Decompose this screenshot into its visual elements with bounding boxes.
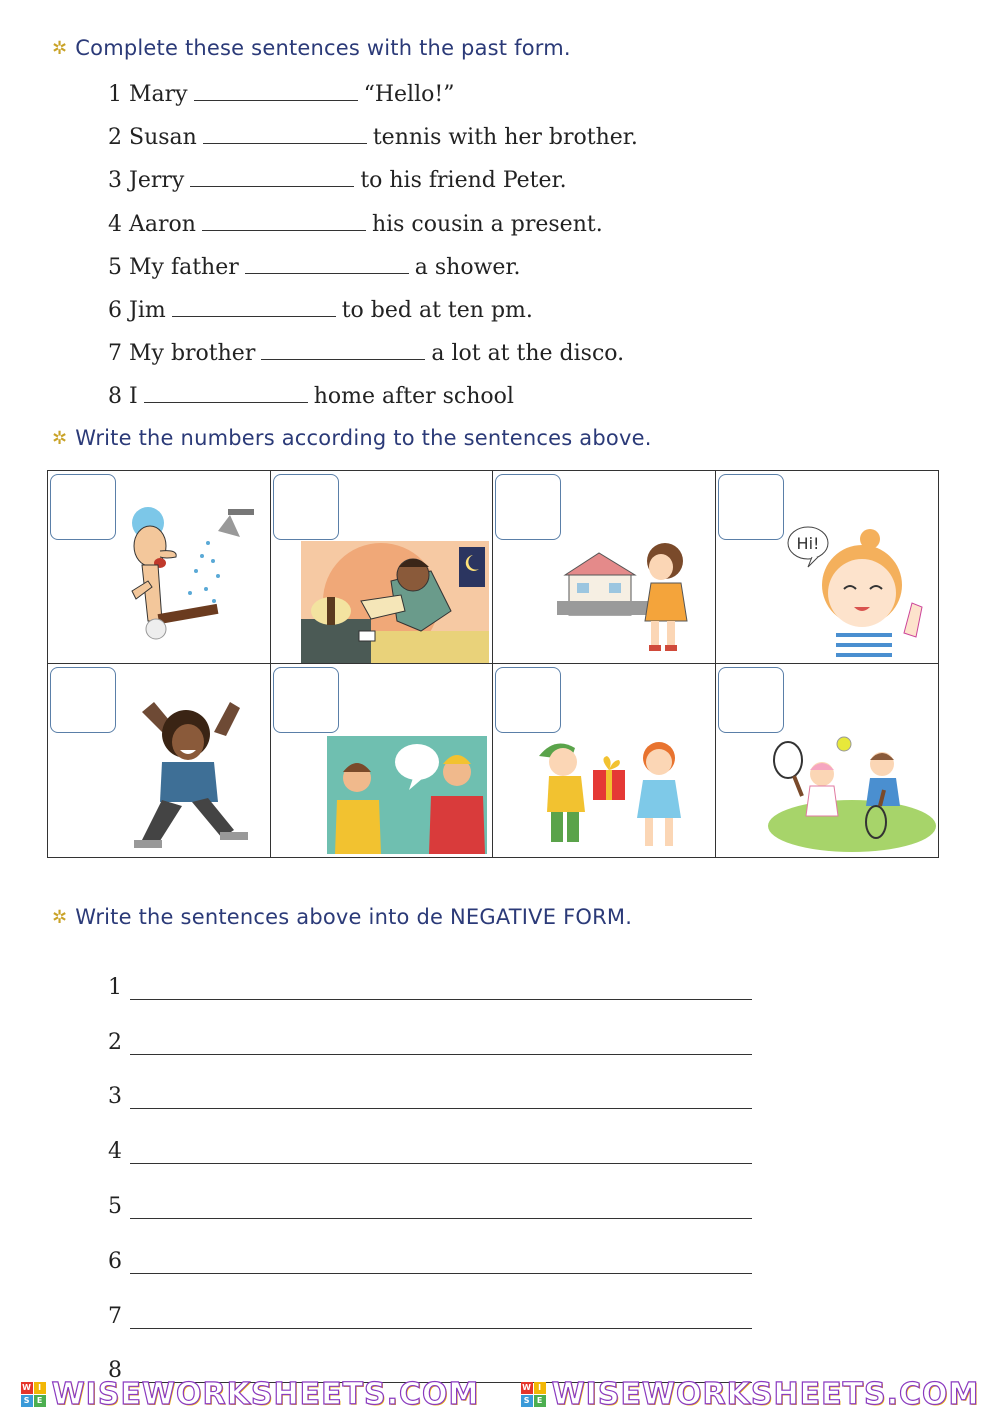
number-answer-box[interactable] — [50, 667, 116, 733]
sentence-subject: Mary — [129, 82, 188, 107]
sentence-8 — [108, 380, 638, 423]
negative-line-7 — [108, 1274, 752, 1329]
negative-line-5 — [108, 1164, 752, 1219]
writing-line[interactable] — [130, 1192, 752, 1219]
speech-bubble-text: Hi! — [796, 534, 819, 553]
answer-blank[interactable] — [203, 121, 367, 144]
girl-saying-hi-icon — [786, 523, 936, 664]
sentence-subject: Jim — [129, 297, 166, 323]
writing-line[interactable] — [130, 1028, 752, 1055]
section3-heading — [52, 905, 632, 929]
sentence-rest: a lot at the disco. — [431, 341, 625, 367]
number-answer-box[interactable] — [50, 474, 116, 540]
picture-cell — [48, 664, 271, 857]
sentence-number: 2 — [108, 125, 122, 151]
sentence-number: 3 — [108, 168, 122, 194]
answer-blank[interactable] — [144, 380, 308, 403]
number-answer-box[interactable] — [273, 474, 339, 540]
sentence-rest: a shower. — [414, 254, 521, 280]
man-showering-icon — [118, 501, 268, 661]
sentence-2 — [108, 121, 638, 164]
number-answer-box[interactable] — [495, 667, 561, 733]
section1-heading — [52, 36, 571, 60]
sentence-subject: Susan — [129, 125, 197, 151]
sentence-1 — [108, 78, 638, 121]
men-talking-icon — [327, 736, 487, 854]
line-number: 7 — [108, 1303, 122, 1329]
section1-heading-text: Complete these sentences with the past form. — [75, 36, 571, 60]
section3-heading-text: Write the sentences above into de NEGATIVE FORM. — [75, 905, 633, 929]
negative-line-4 — [108, 1109, 752, 1164]
sentence-list — [108, 78, 638, 424]
number-answer-box[interactable] — [495, 474, 561, 540]
negative-line-1 — [108, 945, 752, 1000]
sentence-subject: I — [129, 384, 138, 410]
picture-cell — [493, 664, 716, 857]
sentence-6 — [108, 294, 638, 337]
negative-line-2 — [108, 1000, 752, 1055]
line-number: 2 — [108, 1029, 122, 1055]
brand-logo-icon: W I S E — [521, 1382, 546, 1407]
picture-cell — [716, 471, 939, 664]
line-number: 1 — [108, 974, 122, 1000]
answer-blank[interactable] — [190, 164, 354, 187]
negative-line-3 — [108, 1055, 752, 1110]
sentence-rest: his cousin a present. — [371, 211, 603, 237]
sentence-number: 6 — [108, 297, 122, 323]
sentence-rest: “Hello!” — [363, 82, 455, 107]
section2-heading-text: Write the numbers according to the sentences above. — [75, 426, 652, 450]
sentence-rest: to bed at ten pm. — [341, 297, 533, 323]
picture-cell — [716, 664, 939, 857]
boy-going-to-bed-icon — [301, 541, 489, 664]
answer-blank[interactable] — [245, 251, 409, 274]
answer-blank[interactable] — [194, 78, 358, 101]
sentence-rest: to his friend Peter. — [360, 168, 567, 194]
sentence-5 — [108, 251, 638, 294]
footer-watermark — [0, 1376, 1000, 1413]
sentence-number: 4 — [108, 211, 122, 237]
writing-line[interactable] — [130, 1302, 752, 1329]
sun-bullet-icon: ✲ — [52, 37, 68, 59]
line-number: 6 — [108, 1248, 122, 1274]
sun-bullet-icon: ✲ — [52, 906, 68, 928]
number-answer-box[interactable] — [718, 474, 784, 540]
kids-playing-tennis-icon — [768, 734, 936, 852]
negative-line-6 — [108, 1219, 752, 1274]
girl-coming-home-icon — [555, 541, 705, 661]
writing-line[interactable] — [130, 973, 752, 1000]
brand-text: WISEWORKSHEETS.COM — [551, 1377, 980, 1412]
picture-cell — [271, 664, 494, 857]
number-answer-box[interactable] — [273, 667, 339, 733]
sentence-4 — [108, 208, 638, 251]
writing-line[interactable] — [130, 1137, 752, 1164]
picture-cell — [48, 471, 271, 664]
picture-cell — [493, 471, 716, 664]
sentence-subject: Jerry — [129, 168, 185, 194]
line-number: 4 — [108, 1139, 122, 1165]
sentence-number: 5 — [108, 254, 122, 280]
brand-watermark — [21, 1377, 480, 1412]
sentence-rest: home after school — [313, 384, 514, 410]
writing-line[interactable] — [130, 1247, 752, 1274]
brand-text: WISEWORKSHEETS.COM — [51, 1377, 480, 1412]
sentence-3 — [108, 164, 638, 207]
sentence-number: 8 — [108, 384, 122, 410]
brand-logo-icon: W I S E — [21, 1382, 46, 1407]
picture-cell — [271, 471, 494, 664]
picture-grid — [47, 470, 939, 858]
sentence-subject: My father — [129, 254, 239, 280]
sentence-rest: tennis with her brother. — [372, 125, 638, 151]
answer-blank[interactable] — [172, 294, 336, 317]
sentence-number: 7 — [108, 341, 122, 367]
answer-blank[interactable] — [202, 208, 366, 231]
sentence-7 — [108, 337, 638, 380]
line-number: 5 — [108, 1193, 122, 1219]
boy-dancing-icon — [122, 672, 252, 854]
boy-giving-present-icon — [535, 736, 705, 854]
sun-bullet-icon: ✲ — [52, 427, 68, 449]
line-number: 3 — [108, 1084, 122, 1110]
line-number: 8 — [108, 1358, 122, 1384]
sentence-subject: My brother — [129, 341, 256, 367]
section2-heading — [52, 426, 652, 450]
writing-line[interactable] — [130, 1082, 752, 1109]
number-answer-box[interactable] — [718, 667, 784, 733]
sentence-subject: Aaron — [129, 211, 196, 237]
answer-blank[interactable] — [261, 337, 425, 360]
negative-form-list — [108, 945, 752, 1383]
brand-watermark — [521, 1377, 980, 1412]
sentence-number: 1 — [108, 82, 122, 107]
